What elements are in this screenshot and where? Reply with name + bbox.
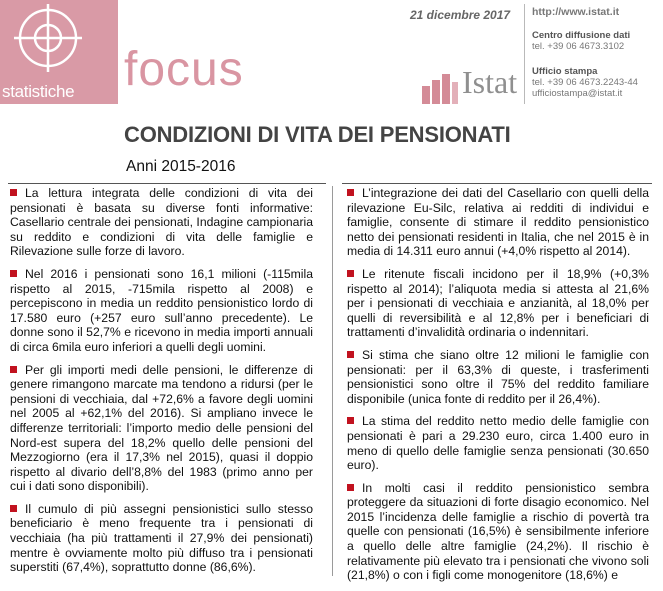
statistiche-logo (0, 0, 118, 104)
right-column-rule (342, 183, 652, 184)
ufficio-label: Ufficio stampa (532, 66, 598, 77)
ufficio-stampa-contact (532, 66, 638, 99)
centro-diffusione-contact (532, 30, 630, 52)
bullet-paragraph: Per gli importi medi delle pensioni, le differenze di genere rimangono marcate ma tendono a ridursi (per le pensioni di vecchiaia, dal +72,6% a favore degli uomini nel 2005 al +62,1% del 2016). Si ampliano invece le differenze territoriali: l’importo medio delle pensioni del Nord-est supera del 18,2% quello delle pensioni del Mezzogiorno (era il 17,3% nel 2015), quasi il doppio rispetto al divario dell’8,8% del 1983 (primo anno per cui i dati sono disponibili). (10, 362, 313, 494)
centro-label: Centro diffusione dati (532, 30, 631, 41)
left-column-rule (8, 183, 326, 184)
ufficio-email[interactable]: ufficiostampa@istat.it (532, 88, 623, 99)
bullet-paragraph: Si stima che siano oltre 12 milioni le famiglie con pensionati: per il 63,3% di queste, i trasferimenti pensionistici sono oltre il 75% del reddito familiare disponibile (unica fonte di reddito per il 26,4%). (347, 347, 649, 406)
bullet-paragraph: Il cumulo di più assegni pensionistici sullo stesso beneficiario è meno frequente tra i pensionati di vecchiaia (ha più trattamenti il 27,9% dei pensionati) mentre è ovviamente molto più diffuso tra i pensionati superstiti (67,4%), soprattutto donne (86,6%). (10, 501, 313, 575)
bullet-paragraph: L’integrazione dei dati del Casellario con quelli della rilevazione Eu-Silc, relativa ai redditi di individui e famiglie, consente di stimare il reddito pensionistico netto dei pensionati residenti in Italia, che nel 2015 è in media di 14.311 euro annui (+4,0% rispetto al 2014). (347, 186, 649, 259)
column-divider (332, 186, 333, 576)
page-subtitle: Anni 2015-2016 (126, 158, 236, 175)
brand-focus-word: focus (124, 43, 244, 96)
centro-tel: tel. +39 06 4673.3102 (532, 41, 625, 52)
bullet-paragraph: Le ritenute fiscali incidono per il 18,9% (+0,3% rispetto al 2014); l’aliquota media si attesta al 21,6% per i pensionati di vecchiaia e anzianità, al 18,0% per quelli di reversibilità e al 12,8% per i beneficiari di trattamenti d’invalidità ordinaria o indennitari. (347, 266, 649, 340)
bullet-paragraph: Nel 2016 i pensionati sono 16,1 milioni (-115mila rispetto al 2015, -715mila rispetto al 2008) e percepiscono in media un reddito pensionistico lordo di 17.580 euro (+257 euro sull’anno precedente). Le donne sono il 52,7% e ricevono in media importi annuali di circa 6mila euro inferiori a quelli degli uomini. (10, 266, 313, 354)
logo-word: statistiche (2, 82, 75, 101)
right-column (347, 186, 649, 591)
istat-wordmark: Istat (462, 64, 518, 100)
ufficio-tel: tel. +39 06 4673.2243-44 (532, 77, 638, 88)
istat-logo-icon (420, 72, 460, 104)
header-divider (524, 4, 525, 104)
bullet-paragraph: In molti casi il reddito pensionistico sembra proteggere da situazioni di forte disagio economico. Nel 2015 l’incidenza delle famiglie a rischio di povertà tra quelle con pensionati (16,5%) è sensibilmente inferiore a quello delle altre famiglie (24,2%). Il rischio è relativamente più elevato tra i pensionati che vivono soli (21,8%) o con i figli come monogenitore (18,6%) e (347, 480, 649, 583)
left-column (10, 186, 313, 583)
bullet-paragraph: La stima del reddito netto medio delle famiglie con pensionati è pari a 29.230 euro, circa 1.400 euro in meno di quello delle famiglie senza pensionati (30.650 euro). (347, 414, 649, 473)
release-date: 21 dicembre 2017 (410, 8, 511, 22)
bullet-paragraph: La lettura integrata delle condizioni di vita dei pensionati è basata su diverse fonti informative: Casellario centrale dei pensionati, Indagine campionaria su reddito e condizioni di vita delle famiglie e Rilevazione sulle forze di lavoro. (10, 186, 313, 259)
page-title: CONDIZIONI DI VITA DEI PENSIONATI (124, 122, 511, 147)
istat-link[interactable]: http://www.istat.it (532, 6, 620, 18)
target-crosshair-icon (14, 4, 82, 72)
